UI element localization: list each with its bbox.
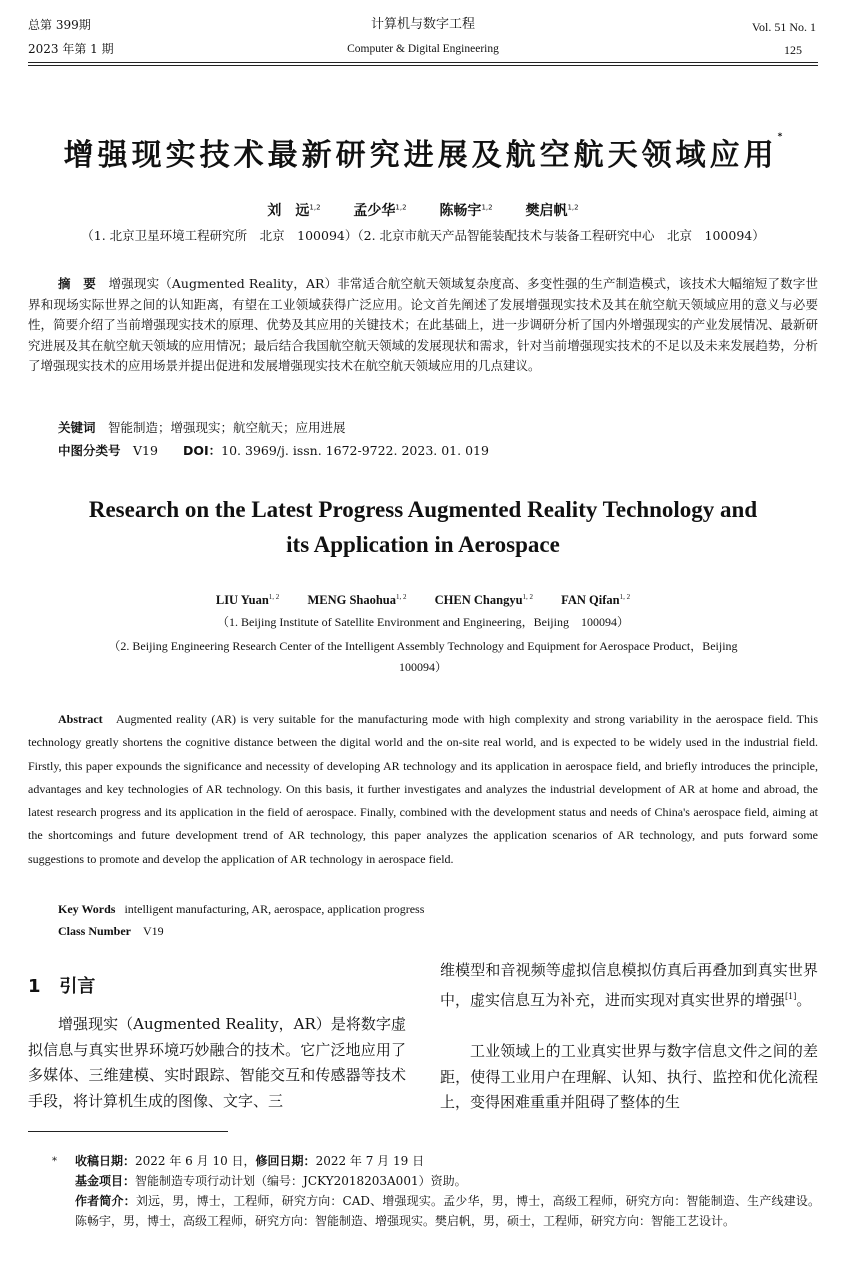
author-cn: 樊启帆$^{1,2}$ <box>525 203 579 219</box>
footnote-fund: 基金项目：智能制造专项行动计划（编号：JCKY2018203A001）资助。 <box>75 1174 467 1188</box>
affiliation-en-2: （2. Beijing Engineering Research Center of the Intelligent Assembly Technology and Equipment for Aerospace Product，Beijing <box>108 639 738 653</box>
journal-name-cn: 计算机与数字工程 <box>370 17 475 32</box>
title-footnote-mark: * <box>777 132 783 142</box>
author-en: MENG Shaohua$^{1, 2}$ <box>307 592 407 607</box>
authors-en <box>0 590 846 608</box>
intro-right-column-para2: 工业领域上的工业真实世界与数字信息文件之间的差距，使得工业用户在理解、认知、执行、监控和优化流程上，变得困难重重并阻碍了整体的生 <box>440 1042 818 1111</box>
footnote-author-bio: 作者简介：刘远，男，博士，工程师，研究方向：CAD、增强现实。孟少华，男，博士，高级工程师，研究方向：智能制造、生产线建设。陈畅宇，男，博士，高级工程师，研究方向：智能制造、增强现实。樊启帆，男，硕士，工程师，研究方向：智能工艺设计。 <box>75 1194 820 1228</box>
abstract-en <box>28 708 818 871</box>
author-cn: 刘 远$^{1,2}$ <box>267 203 321 219</box>
paper-title-en: Research on the Latest Progress Augmented Reality Technology and its Application in Aerospace <box>88 497 758 557</box>
header-rule-thin <box>28 65 818 66</box>
footnote-star: * <box>52 1156 57 1167</box>
keywords-en: Key Words intelligent manufacturing, AR, aerospace, application progress <box>58 902 425 916</box>
author-cn: 孟少华$^{1,2}$ <box>353 203 407 219</box>
volume-number: Vol. 51 No. 1 <box>751 20 816 34</box>
section-heading: 1 引言 <box>28 976 96 997</box>
intro-right-column-para1: 维模型和音视频等虚拟信息模拟仿真后再叠加到真实世界中，虚实信息互为补充，进而实现对真实世界的增强[1]。 <box>440 961 818 1009</box>
author-en: LIU Yuan$^{1, 2}$ <box>215 592 280 607</box>
issue-year: 2023 年第 1 期 <box>28 42 114 56</box>
doi: 10. 3969/j. issn. 1672-9722. 2023. 01. 019 <box>221 443 489 458</box>
classification-en: Class Number V19 <box>58 924 164 938</box>
abstract-en-text: Augmented reality (AR) is very suitable for the manufacturing mode with high complexity and strong variability in the aerospace field. This technology greatly shortens the cognitive distance between the digital world and the on-site real world, and is expected to be widely used in the industrial field. Firstly, this paper expounds the significance and necessity of developing AR technology and its application in aerospace field, and briefly introduces the principle, advantages and key technologies of AR technology. On this basis, it further investigates and analyzes the industrial development of AR at home and abroad, the latest research progress and its application in the field of aerospace. Finally, combined with the development status and needs of China's aerospace field, aiming at the shortcomings and future development trend of AR technology, this paper analyzes the application scenarios of AR technology, and puts forward some suggestions to promote and develop the application of AR technology in aerospace field. <box>28 712 819 866</box>
affiliations-cn: （1. 北京卫星环境工程研究所 北京 100094）（2. 北京市航天产品智能装配技术与装备工程研究中心 北京 100094） <box>81 228 765 243</box>
journal-name-en: Computer & Digital Engineering <box>347 43 499 55</box>
author-cn: 陈畅宇$^{1,2}$ <box>439 203 493 219</box>
abstract-en-label: Abstract <box>58 712 103 726</box>
abstract-cn-label: 摘 要 <box>58 276 96 291</box>
author-en: CHEN Changyu$^{1, 2}$ <box>434 592 534 607</box>
affiliation-en-1: （1. Beijing Institute of Satellite Environment and Engineering，Beijing 100094） <box>217 615 629 629</box>
paper-title-cn <box>0 130 846 174</box>
footnote-rule <box>28 1131 228 1132</box>
author-en: FAN Qifan$^{1, 2}$ <box>561 592 631 607</box>
classification-cn: 中图分类号 V19 DOI：10. 3969/j. issn. 1672-9722. 2023. 01. 019 <box>58 443 489 458</box>
header-rule <box>28 62 818 63</box>
footnote-dates: 收稿日期：2022 年 6 月 10 日，修回日期：2022 年 7 月 19 日 <box>75 1154 425 1168</box>
citation-ref: [1] <box>785 991 797 1001</box>
keywords-cn: 关键词 智能制造；增强现实；航空航天；应用进展 <box>58 420 346 435</box>
issue-total: 总第 399期 <box>28 18 91 32</box>
abstract-cn <box>28 274 818 377</box>
intro-left-column: 增强现实（Augmented Reality，AR）是将数字虚拟信息与真实世界环境巧妙融合的技术。它广泛地应用了多媒体、三维建模、实时跟踪、智能交互和传感器等技术手段，将计算机生成的图像、文字、三 <box>28 1015 406 1110</box>
affiliation-en-3: 100094） <box>398 660 447 674</box>
page-number: 125 <box>784 43 802 57</box>
authors-cn <box>0 200 846 220</box>
abstract-cn-text: 增强现实（Augmented Reality，AR）非常适合航空航天领域复杂度高、多变性强的生产制造模式，该技术大幅缩短了数字世界和现场实际世界之间的认知距离，有望在工业领域获得广泛应用。论文首先阐述了发展增强现实技术及其在航空航天领域应用的意义与必要性，简要介绍了当前增强现实技术的原理、优势及其应用的关键技术；在此基础上，进一步调研分析了国内外增强现实的产业发展情况、最新研究进展及其在航空航天领域的应用情况；最后结合我国航空航天领域的发展现状和需求，针对当前增强现实技术的不足以及未来发展趋势，分析了增强现实技术的应用场景并提出促进和发展增强现实技术在航空航天领域应用的几点建议。 <box>28 276 818 373</box>
title-cn-text: 增强现实技术最新研究进展及航空航天领域应用 <box>63 138 778 173</box>
